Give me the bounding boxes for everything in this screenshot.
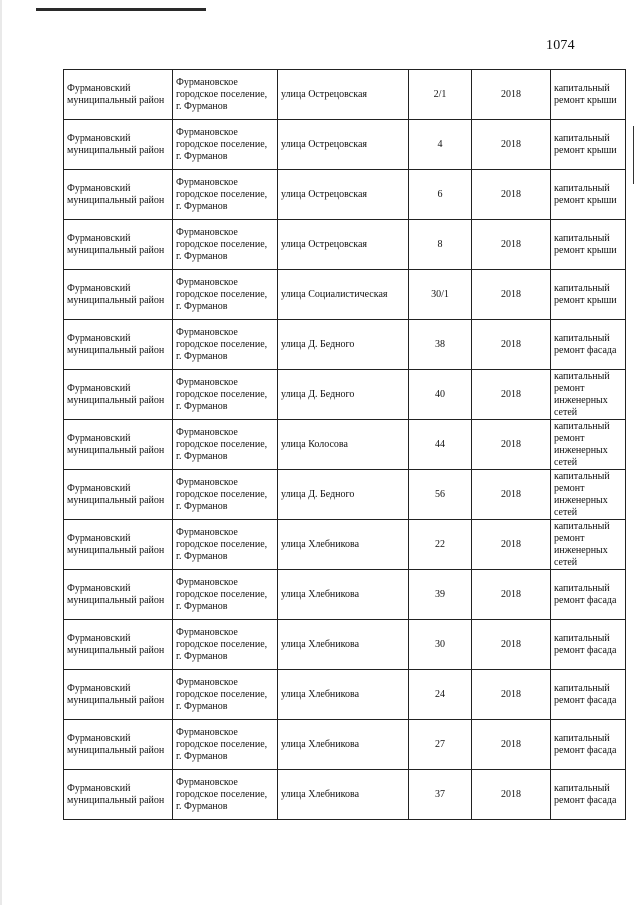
table-row [64, 670, 626, 720]
work-type-cell: капитальный ремонт фасада [551, 720, 626, 770]
table-row [64, 720, 626, 770]
street-cell: улица Острецовская [278, 220, 409, 270]
year-cell: 2018 [472, 220, 551, 270]
street-cell: улица Хлебникова [278, 570, 409, 620]
street-cell: улица Острецовская [278, 70, 409, 120]
district-cell: Фурмановский муниципальный район [64, 170, 173, 220]
table-row [64, 120, 626, 170]
work-type-cell: капитальный ремонт фасада [551, 620, 626, 670]
district-cell: Фурмановский муниципальный район [64, 320, 173, 370]
year-cell: 2018 [472, 570, 551, 620]
settlement-cell: Фурмановское городское поселение, г. Фурманов [173, 470, 278, 520]
house-number-cell: 39 [409, 570, 472, 620]
work-type-cell: капитальный ремонт крыши [551, 170, 626, 220]
street-cell: улица Д. Бедного [278, 470, 409, 520]
work-type-cell: капитальный ремонт фасада [551, 320, 626, 370]
year-cell: 2018 [472, 520, 551, 570]
year-cell: 2018 [472, 170, 551, 220]
settlement-cell: Фурмановское городское поселение, г. Фурманов [173, 520, 278, 570]
district-cell: Фурмановский муниципальный район [64, 470, 173, 520]
street-cell: улица Колосова [278, 420, 409, 470]
district-cell: Фурмановский муниципальный район [64, 270, 173, 320]
settlement-cell: Фурмановское городское поселение, г. Фурманов [173, 370, 278, 420]
settlement-cell: Фурмановское городское поселение, г. Фурманов [173, 570, 278, 620]
table-row [64, 170, 626, 220]
year-cell: 2018 [472, 370, 551, 420]
house-number-cell: 2/1 [409, 70, 472, 120]
house-number-cell: 4 [409, 120, 472, 170]
street-cell: улица Хлебникова [278, 720, 409, 770]
district-cell: Фурмановский муниципальный район [64, 220, 173, 270]
district-cell: Фурмановский муниципальный район [64, 520, 173, 570]
house-number-cell: 38 [409, 320, 472, 370]
district-cell: Фурмановский муниципальный район [64, 70, 173, 120]
table-row [64, 620, 626, 670]
settlement-cell: Фурмановское городское поселение, г. Фурманов [173, 120, 278, 170]
district-cell: Фурмановский муниципальный район [64, 620, 173, 670]
table-row [64, 270, 626, 320]
street-cell: улица Хлебникова [278, 670, 409, 720]
table-row [64, 320, 626, 370]
settlement-cell: Фурмановское городское поселение, г. Фурманов [173, 70, 278, 120]
settlement-cell: Фурмановское городское поселение, г. Фурманов [173, 670, 278, 720]
work-type-cell: капитальный ремонт крыши [551, 220, 626, 270]
street-cell: улица Хлебникова [278, 520, 409, 570]
margin-mark [633, 126, 634, 184]
top-rule [36, 8, 206, 11]
table-row [64, 220, 626, 270]
street-cell: улица Социалистическая [278, 270, 409, 320]
settlement-cell: Фурмановское городское поселение, г. Фурманов [173, 420, 278, 470]
street-cell: улица Хлебникова [278, 770, 409, 820]
table-row [64, 420, 626, 470]
settlement-cell: Фурмановское городское поселение, г. Фурманов [173, 320, 278, 370]
house-number-cell: 24 [409, 670, 472, 720]
objects-table [63, 69, 626, 820]
year-cell: 2018 [472, 320, 551, 370]
year-cell: 2018 [472, 620, 551, 670]
table-row [64, 520, 626, 570]
work-type-cell: капитальный ремонт фасада [551, 570, 626, 620]
street-cell: улица Острецовская [278, 170, 409, 220]
district-cell: Фурмановский муниципальный район [64, 420, 173, 470]
settlement-cell: Фурмановское городское поселение, г. Фурманов [173, 620, 278, 670]
table-row [64, 70, 626, 120]
year-cell: 2018 [472, 420, 551, 470]
district-cell: Фурмановский муниципальный район [64, 120, 173, 170]
house-number-cell: 6 [409, 170, 472, 220]
scan-edge [0, 0, 2, 905]
district-cell: Фурмановский муниципальный район [64, 770, 173, 820]
work-type-cell: капитальный ремонт инженерных сетей [551, 370, 626, 420]
settlement-cell: Фурмановское городское поселение, г. Фурманов [173, 270, 278, 320]
table-body [64, 70, 626, 820]
year-cell: 2018 [472, 670, 551, 720]
table-row [64, 570, 626, 620]
year-cell: 2018 [472, 270, 551, 320]
street-cell: улица Острецовская [278, 120, 409, 170]
house-number-cell: 37 [409, 770, 472, 820]
district-cell: Фурмановский муниципальный район [64, 370, 173, 420]
house-number-cell: 56 [409, 470, 472, 520]
year-cell: 2018 [472, 720, 551, 770]
settlement-cell: Фурмановское городское поселение, г. Фурманов [173, 770, 278, 820]
district-cell: Фурмановский муниципальный район [64, 570, 173, 620]
settlement-cell: Фурмановское городское поселение, г. Фурманов [173, 170, 278, 220]
district-cell: Фурмановский муниципальный район [64, 670, 173, 720]
settlement-cell: Фурмановское городское поселение, г. Фурманов [173, 220, 278, 270]
house-number-cell: 22 [409, 520, 472, 570]
table-row [64, 770, 626, 820]
work-type-cell: капитальный ремонт фасада [551, 770, 626, 820]
year-cell: 2018 [472, 470, 551, 520]
street-cell: улица Хлебникова [278, 620, 409, 670]
page-number: 1074 [546, 38, 575, 53]
house-number-cell: 8 [409, 220, 472, 270]
settlement-cell: Фурмановское городское поселение, г. Фурманов [173, 720, 278, 770]
work-type-cell: капитальный ремонт крыши [551, 70, 626, 120]
house-number-cell: 27 [409, 720, 472, 770]
street-cell: улица Д. Бедного [278, 370, 409, 420]
house-number-cell: 40 [409, 370, 472, 420]
street-cell: улица Д. Бедного [278, 320, 409, 370]
work-type-cell: капитальный ремонт крыши [551, 270, 626, 320]
work-type-cell: капитальный ремонт крыши [551, 120, 626, 170]
work-type-cell: капитальный ремонт фасада [551, 670, 626, 720]
house-number-cell: 44 [409, 420, 472, 470]
work-type-cell: капитальный ремонт инженерных сетей [551, 470, 626, 520]
year-cell: 2018 [472, 70, 551, 120]
year-cell: 2018 [472, 120, 551, 170]
table-row [64, 470, 626, 520]
table-row [64, 370, 626, 420]
house-number-cell: 30/1 [409, 270, 472, 320]
work-type-cell: капитальный ремонт инженерных сетей [551, 520, 626, 570]
year-cell: 2018 [472, 770, 551, 820]
work-type-cell: капитальный ремонт инженерных сетей [551, 420, 626, 470]
district-cell: Фурмановский муниципальный район [64, 720, 173, 770]
house-number-cell: 30 [409, 620, 472, 670]
